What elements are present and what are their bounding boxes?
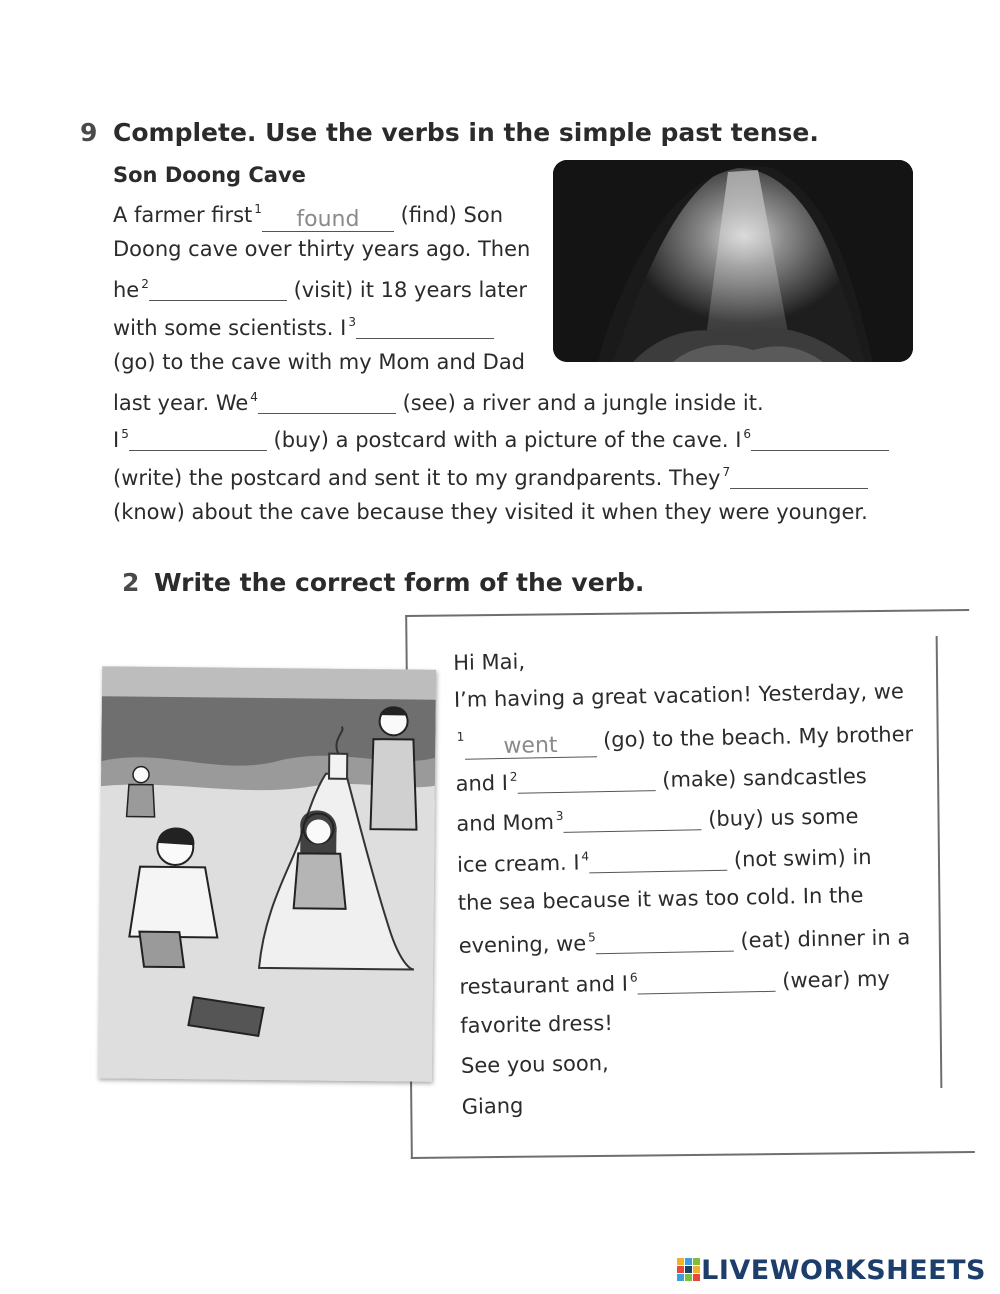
blank-number: 2 [509, 769, 518, 784]
liveworksheets-logo-text: LIVEWORKSHEETS [701, 1254, 986, 1286]
text: (buy) us some [708, 804, 859, 832]
letter-line-2: I’m having a great vacation! Yesterday, we [453, 679, 905, 712]
letter-line-7: the sea because it was too cold. In the [457, 883, 864, 915]
text: (write) the postcard and sent it to my grandparents. They [113, 466, 721, 490]
blank-number: 4 [581, 849, 590, 864]
text: and I [455, 770, 509, 796]
text: with some scientists. I [113, 316, 347, 340]
blank-number: 3 [555, 808, 564, 823]
letter-answer-blank-3[interactable] [563, 807, 701, 833]
blank-number: 5 [121, 427, 129, 441]
blank-number: 4 [250, 390, 258, 404]
text: A farmer first [113, 203, 253, 227]
article-title: Son Doong Cave [113, 163, 306, 187]
letter-greeting: Hi Mai, [453, 649, 526, 675]
text: (make) sandcastles [662, 764, 867, 792]
blank-number: 1 [456, 729, 465, 744]
text: (eat) dinner in a [740, 925, 911, 953]
letter-answer-blank-1[interactable]: went [464, 734, 596, 760]
exercise-2-instruction: Write the correct form of the verb. [154, 568, 645, 597]
ex9-line-2: Doong cave over thirty years ago. Then [113, 237, 531, 261]
cave-photo [553, 160, 913, 362]
answer-blank-4[interactable] [258, 391, 396, 414]
ex9-line-3 [113, 278, 527, 301]
letter-answer-blank-6[interactable] [637, 969, 775, 995]
text: evening, we [458, 931, 587, 958]
ex9-line-7 [113, 428, 889, 451]
blank-number: 3 [348, 315, 356, 329]
text: restaurant and I [459, 971, 629, 999]
exercise-9-instruction: Complete. Use the verbs in the simple past tense. [113, 118, 819, 147]
beach-illustration [98, 666, 436, 1081]
text: (find) Son [400, 203, 504, 227]
answer-blank-6[interactable] [751, 428, 889, 451]
letter-answer-blank-5[interactable] [596, 929, 734, 955]
exercise-2-number: 2 [122, 568, 140, 597]
blank-number: 6 [629, 970, 638, 985]
ex9-line-1 [113, 203, 503, 232]
text: (visit) it 18 years later [293, 278, 527, 302]
ex9-line-5: (go) to the cave with my Mom and Dad [113, 350, 526, 374]
text: (buy) a postcard with a picture of the cave. I [273, 428, 742, 452]
blank-number: 2 [141, 277, 149, 291]
beach-drawing [98, 666, 436, 1081]
text: last year. We [113, 391, 249, 415]
letter-line-10: favorite dress! [459, 1010, 613, 1038]
letter-signature: Giang [461, 1093, 524, 1119]
blank-number: 5 [587, 930, 596, 945]
text: (not swim) in [733, 844, 872, 872]
text: and Mom [456, 810, 555, 836]
ex9-line-4 [113, 316, 494, 339]
ex9-line-8 [113, 466, 868, 489]
blank-number: 6 [743, 427, 752, 441]
blank-number: 7 [722, 465, 731, 479]
text: I [113, 428, 120, 452]
text: (wear) my [782, 966, 891, 993]
ex9-line-6 [113, 391, 764, 414]
blank-number: 1 [254, 202, 262, 216]
letter-closing: See you soon, [460, 1051, 609, 1078]
liveworksheets-logo-icon [677, 1258, 701, 1282]
text: (see) a river and a jungle inside it. [402, 391, 764, 415]
liveworksheets-logo [677, 1253, 986, 1287]
letter-answer-blank-4[interactable] [589, 848, 727, 874]
answer-blank-7[interactable] [730, 466, 868, 489]
answer-blank-5[interactable] [129, 428, 267, 451]
exercise-9-number: 9 [80, 118, 98, 147]
answer-blank-3[interactable] [356, 316, 494, 339]
ex9-line-9: (know) about the cave because they visited it when they were younger. [113, 500, 868, 524]
letter-answer-blank-2[interactable] [517, 768, 655, 794]
text: ice cream. I [456, 850, 580, 877]
answer-blank-2[interactable] [149, 278, 287, 301]
text: (go) to the beach. My brother [602, 722, 914, 753]
answer-blank-1[interactable]: found [262, 209, 394, 232]
text: he [113, 278, 140, 302]
cave-photo-illustration [553, 160, 913, 362]
